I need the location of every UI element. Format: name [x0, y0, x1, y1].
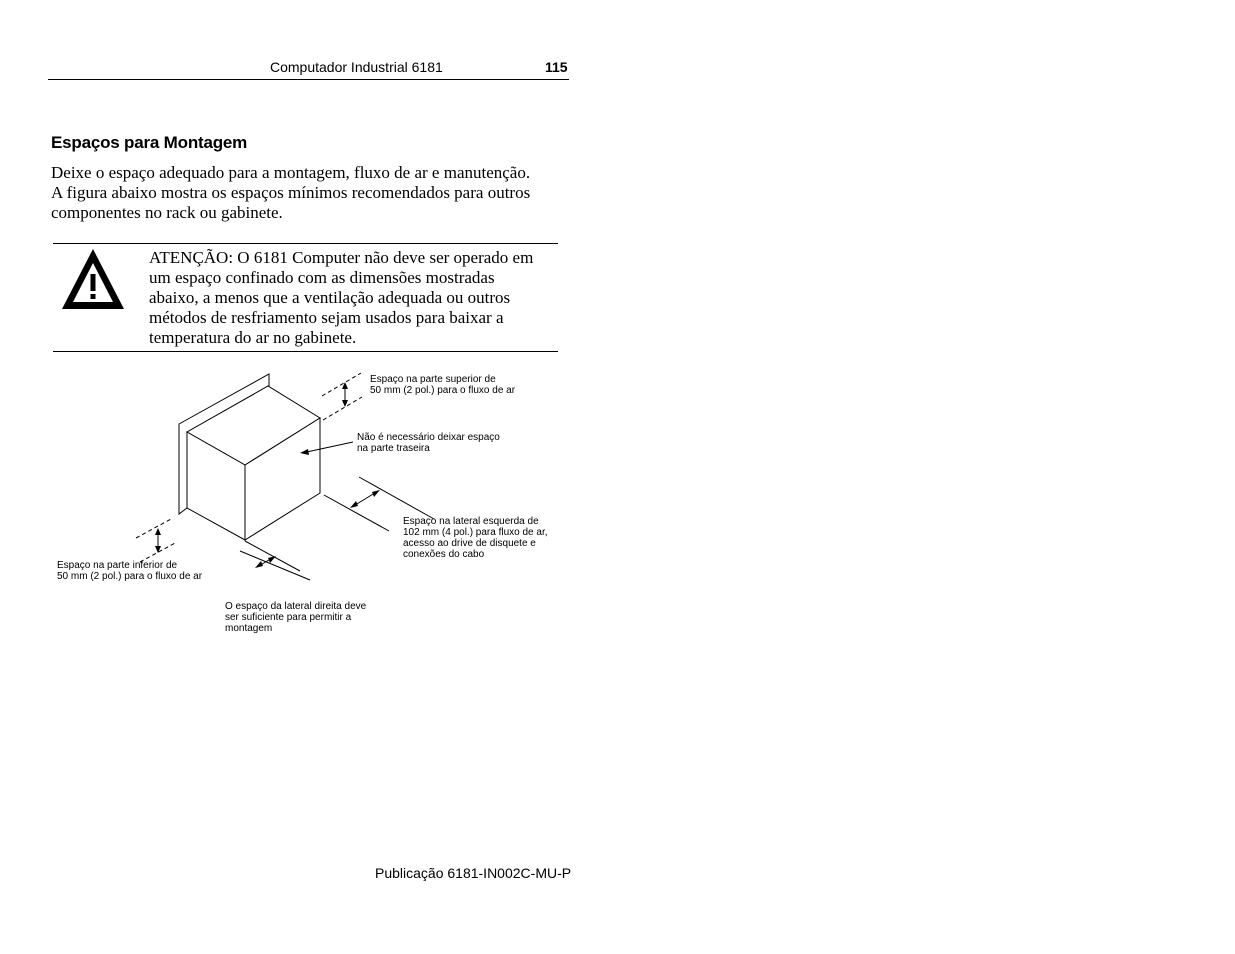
label-line: montagem [225, 623, 273, 634]
warning-line: temperatura do ar no gabinete. [149, 328, 357, 347]
label-bottom-clearance [57, 560, 202, 582]
label-line: O espaço da lateral direita deve [225, 601, 367, 612]
label-line: Espaço na parte superior de [370, 374, 496, 385]
label-line: 50 mm (2 pol.) para o fluxo de ar [370, 385, 516, 396]
label-line: conexões do cabo [403, 549, 485, 560]
header-title: Computador Industrial 6181 [270, 59, 443, 75]
warning-rule-top [53, 243, 558, 244]
label-back-clearance [357, 432, 500, 454]
label-line: Espaço na parte inferior de [57, 560, 178, 571]
label-line: 50 mm (2 pol.) para o fluxo de ar [57, 571, 203, 582]
label-right-clearance [225, 601, 366, 634]
header-rule [48, 79, 569, 80]
warning-triangle-icon [60, 247, 126, 313]
label-line: Espaço na lateral esquerda de [403, 516, 539, 527]
warning-line: ATENÇÃO: O 6181 Computer não deve ser operado em [149, 248, 534, 267]
warning-line: um espaço confinado com as dimensões mostradas [149, 268, 495, 287]
section-title: Espaços para Montagem [51, 133, 248, 152]
warning-text [149, 248, 559, 348]
intro-line: componentes no rack ou gabinete. [51, 203, 283, 222]
warning-line: abaixo, a menos que a ventilação adequada ou outros [149, 288, 511, 307]
warning-rule-bottom [53, 351, 558, 352]
label-line: acesso ao drive de disquete e [403, 538, 536, 549]
page-number: 115 [545, 59, 568, 75]
label-line: ser suficiente para permitir a [225, 612, 352, 623]
label-line: na parte traseira [357, 443, 430, 454]
intro-paragraph [51, 163, 551, 223]
label-left-clearance [403, 516, 548, 560]
intro-line: A figura abaixo mostra os espaços mínimos recomendados para outros [51, 183, 531, 202]
label-top-clearance [370, 374, 515, 396]
footer-publication: Publicação 6181-IN002C-MU-P [375, 865, 572, 881]
warning-line: métodos de resfriamento sejam usados para baixar a [149, 308, 504, 327]
intro-line: Deixe o espaço adequado para a montagem, fluxo de ar e manutenção. [51, 163, 531, 182]
label-line: 102 mm (4 pol.) para fluxo de ar, [403, 527, 548, 538]
label-line: Não é necessário deixar espaço [357, 432, 500, 443]
